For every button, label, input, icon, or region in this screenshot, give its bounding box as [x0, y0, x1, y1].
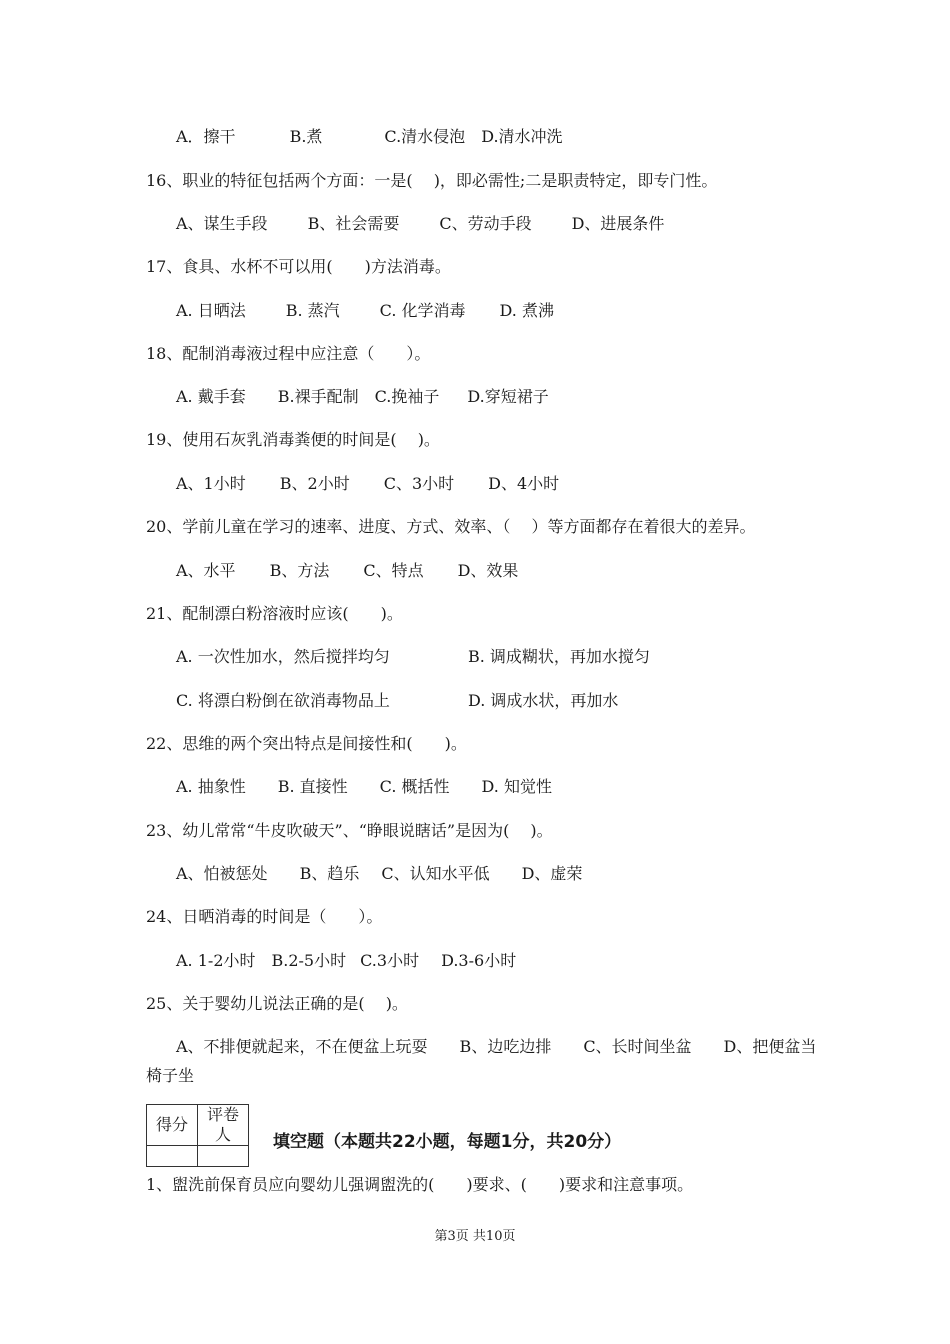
q22-option-c: C. 概括性 — [379, 777, 450, 796]
q17-option-b: B. 蒸汽 — [285, 301, 340, 320]
q16-option-b: B、社会需要 — [307, 214, 400, 233]
q16-option-c: C、劳动手段 — [439, 214, 532, 233]
q21-option-a: A. 一次性加水，然后搅拌均匀 — [176, 647, 390, 666]
q22-option-b: B. 直接性 — [277, 777, 348, 796]
q18-option-d: D.穿短裙子 — [467, 387, 549, 406]
q19-option-a: A、1小时 — [176, 474, 246, 493]
q15-option-d: D.清水冲洗 — [481, 127, 563, 146]
grader-label: 评卷人 — [198, 1105, 249, 1146]
q20-option-b: B、方法 — [269, 561, 330, 580]
q24-option-a: A. 1-2小时 — [176, 951, 256, 970]
page-footer: 第3页 共10页 — [434, 1229, 516, 1244]
q23-stem: 23、幼儿常常“牛皮吹破天”、“睁眼说瞎话”是因为( )。 — [146, 821, 553, 840]
q24-option-b: B.2-5小时 — [271, 951, 347, 970]
q17-options — [176, 300, 554, 322]
q23-options — [176, 863, 582, 885]
q19-option-c: C、3小时 — [383, 474, 455, 493]
q17-option-c: C. 化学消毒 — [379, 301, 466, 320]
q21-option-c: C. 将漂白粉倒在欲消毒物品上 — [176, 691, 390, 710]
q25-options: A、不排便就起来，不在便盆上玩耍 B、边吃边排 C、长时间坐盆 D、把便盆当 — [176, 1037, 817, 1056]
q15-option-a: A．擦干 — [176, 127, 236, 146]
q18-option-b: B.裸手配制 — [277, 387, 359, 406]
q23-option-a: A、怕被惩处 — [176, 864, 268, 883]
q19-options — [176, 473, 559, 495]
q23-option-c: C、认知水平低 — [381, 864, 490, 883]
q23-option-d: D、虚荣 — [521, 864, 583, 883]
q18-option-a: A. 戴手套 — [176, 387, 246, 406]
q15-options — [176, 126, 563, 148]
q16-stem: 16、职业的特征包括两个方面：一是( )，即必需性;二是职责特定，即专门性。 — [146, 171, 718, 190]
q21-option-d: D. 调成水状，再加水 — [468, 691, 619, 710]
section-title: 填空题（本题共22小题，每题1分，共20分） — [273, 1132, 622, 1152]
q25-stem: 25、关于婴幼儿说法正确的是( )。 — [146, 994, 408, 1013]
score-cell — [147, 1146, 198, 1167]
q16-option-d: D、进展条件 — [571, 214, 665, 233]
q17-option-a: A. 日晒法 — [176, 301, 246, 320]
q15-option-b: B.煮 — [289, 127, 323, 146]
q22-stem: 22、思维的两个突出特点是间接性和( )。 — [146, 734, 467, 753]
q20-option-a: A、水平 — [176, 561, 236, 580]
q25-options-continued: 椅子坐 — [146, 1066, 195, 1085]
q18-options — [176, 386, 549, 408]
q18-stem: 18、配制消毒液过程中应注意（ ）。 — [146, 344, 431, 363]
q20-options — [176, 560, 518, 582]
q17-option-d: D. 煮沸 — [499, 301, 554, 320]
q22-option-d: D. 知觉性 — [481, 777, 552, 796]
q16-options — [176, 213, 664, 235]
fill1-stem: 1、盥洗前保育员应向婴幼儿强调盥洗的( )要求、( )要求和注意事项。 — [146, 1175, 694, 1194]
q20-stem: 20、学前儿童在学习的速率、进度、方式、效率、（ ）等方面都存在着很大的差异。 — [146, 517, 756, 536]
q24-option-c: C.3小时 — [360, 951, 420, 970]
q17-stem: 17、食具、水杯不可以用( )方法消毒。 — [146, 257, 451, 276]
q24-option-d: D.3-6小时 — [441, 951, 517, 970]
q19-stem: 19、使用石灰乳消毒粪便的时间是( )。 — [146, 430, 440, 449]
q19-option-d: D、4小时 — [488, 474, 560, 493]
q20-option-c: C、特点 — [363, 561, 424, 580]
q21-option-b: B. 调成糊状，再加水搅匀 — [468, 647, 650, 666]
q19-option-b: B、2小时 — [279, 474, 350, 493]
score-label: 得分 — [147, 1105, 198, 1146]
q20-option-d: D、效果 — [457, 561, 519, 580]
q22-options — [176, 776, 552, 798]
q15-option-c: C.清水侵泡 — [384, 127, 466, 146]
q22-option-a: A. 抽象性 — [176, 777, 246, 796]
grader-cell — [198, 1146, 249, 1167]
q24-stem: 24、日晒消毒的时间是（ ）。 — [146, 907, 383, 926]
score-box — [146, 1104, 249, 1167]
q16-option-a: A、谋生手段 — [176, 214, 268, 233]
q21-stem: 21、配制漂白粉溶液时应该( )。 — [146, 604, 403, 623]
q18-option-c: C.挽袖子 — [374, 387, 440, 406]
q23-option-b: B、趋乐 — [299, 864, 360, 883]
q24-options — [176, 950, 516, 972]
